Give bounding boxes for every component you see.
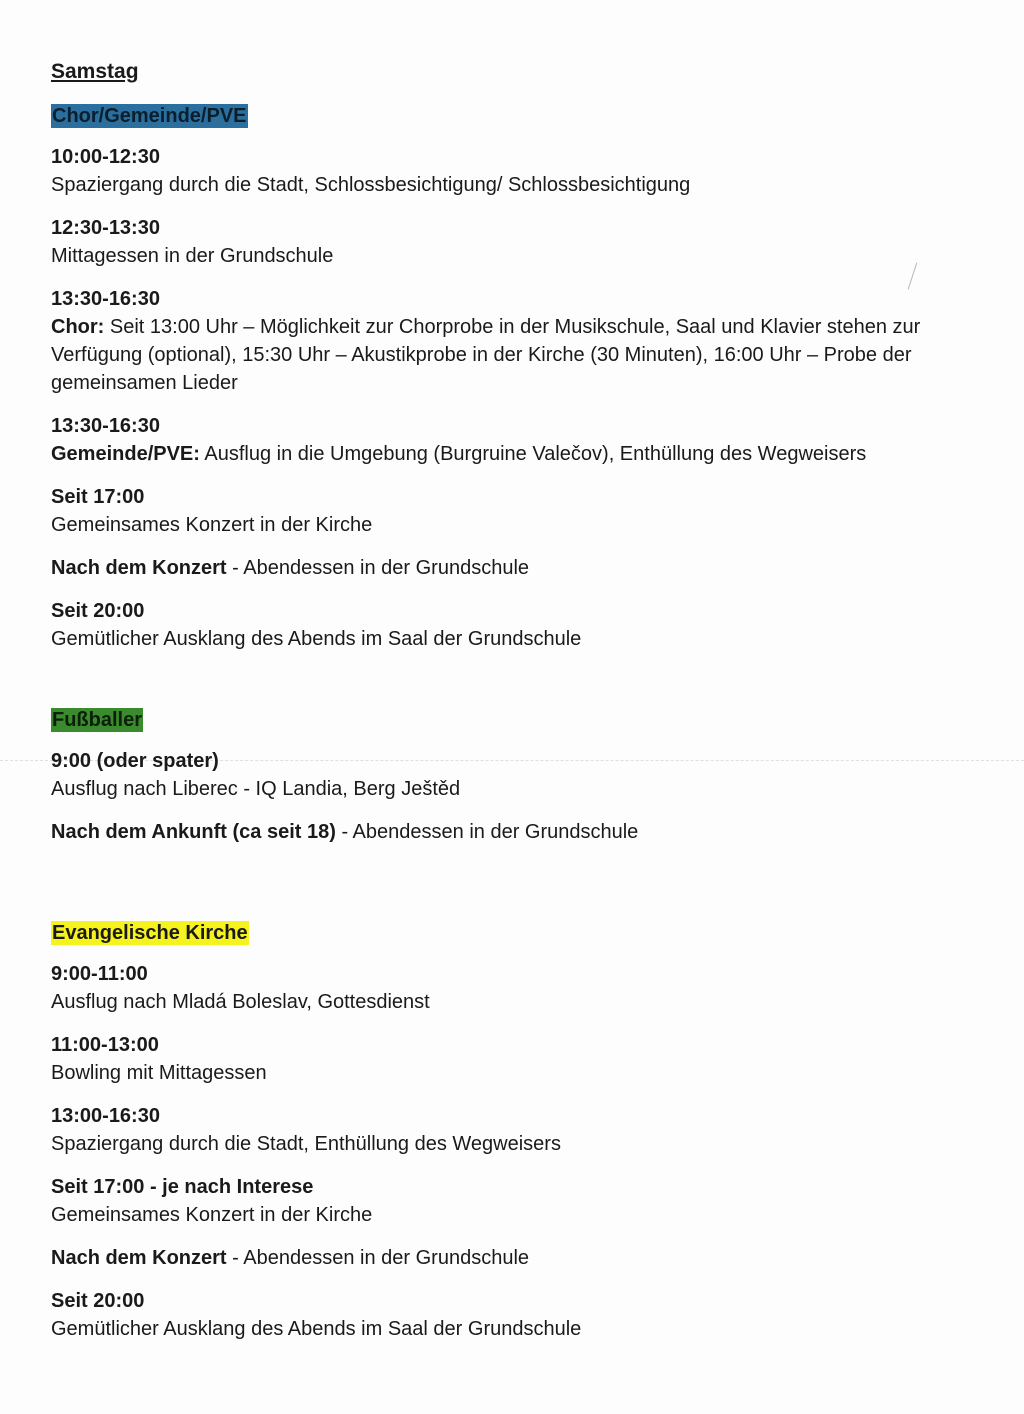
entry-text: Spaziergang durch die Stadt, Enthüllung des Wegweisers xyxy=(51,1133,561,1155)
schedule-entry xyxy=(51,747,981,803)
entry-lead: Nach dem Konzert xyxy=(51,557,227,579)
entry-time: 13:30-16:30 xyxy=(51,288,160,310)
entry-time: 9:00 (oder spater) xyxy=(51,750,219,772)
entry-lead: Nach dem Ankunft (ca seit 18) xyxy=(51,821,336,843)
schedule-entry xyxy=(51,412,981,468)
entry-description xyxy=(51,440,981,468)
entry-text: Gemütlicher Ausklang des Abends im Saal der Grundschule xyxy=(51,1318,582,1340)
schedule-entry xyxy=(51,818,981,846)
entry-text: Gemütlicher Ausklang des Abends im Saal der Grundschule xyxy=(51,628,582,650)
section-evangelische-kirche xyxy=(51,919,981,1343)
schedule-entry xyxy=(51,960,981,1016)
entry-text: Ausflug nach Liberec - IQ Landia, Berg Ještěd xyxy=(51,778,461,800)
day-title: Samstag xyxy=(51,60,139,83)
entry-time: 9:00-11:00 xyxy=(51,963,148,985)
entry-text: Ausflug in die Umgebung (Burgruine Valečov), Enthüllung des Wegweisers xyxy=(199,443,867,465)
entry-text: Mittagessen in der Grundschule xyxy=(51,245,334,267)
entry-time: 10:00-12:30 xyxy=(51,146,160,168)
schedule-entry xyxy=(51,1244,981,1272)
entry-time: Seit 17:00 - je nach Interese xyxy=(51,1176,314,1198)
entry-time: Seit 20:00 xyxy=(51,1290,145,1312)
entry-description xyxy=(51,554,981,582)
entry-lead: Gemeinde/PVE: xyxy=(51,443,200,465)
entry-time: 13:30-16:30 xyxy=(51,415,160,437)
section-chor-gemeinde-pve xyxy=(51,102,981,653)
entry-time: Seit 17:00 xyxy=(51,486,145,508)
entry-time: 11:00-13:00 xyxy=(51,1034,159,1056)
entry-text: - Abendessen in der Grundschule xyxy=(226,1247,530,1269)
entry-time: 13:00-16:30 xyxy=(51,1105,160,1127)
entry-text: Gemeinsames Konzert in der Kirche xyxy=(51,514,373,536)
schedule-document xyxy=(51,58,981,1358)
entry-text: Spaziergang durch die Stadt, Schlossbesichtigung/ Schlossbesichtigung xyxy=(51,174,691,196)
entry-text: - Abendessen in der Grundschule xyxy=(335,821,639,843)
schedule-entry xyxy=(51,1031,981,1087)
entry-description xyxy=(51,1244,981,1272)
entry-text: Seit 13:00 Uhr – Möglichkeit zur Chorprobe in der Musikschule, Saal und Klavier stehen zur Verfügung (optional), 15:30 Uhr – Akustikprobe in der Kirche (30 Minuten), 16:00 Uhr – Probe der gemeinsamen Lieder xyxy=(51,316,921,394)
section-label-evangelische-kirche: Evangelische Kirche xyxy=(52,922,248,944)
section-fussballer xyxy=(51,706,981,846)
schedule-entry xyxy=(51,285,981,397)
schedule-entry xyxy=(51,1287,981,1343)
entry-time: 12:30-13:30 xyxy=(51,217,160,239)
schedule-entry xyxy=(51,483,981,539)
entry-text: Gemeinsames Konzert in der Kirche xyxy=(51,1204,373,1226)
entry-text: Bowling mit Mittagessen xyxy=(51,1062,267,1084)
entry-description xyxy=(51,313,981,397)
schedule-entry xyxy=(51,1102,981,1158)
entry-text: Ausflug nach Mladá Boleslav, Gottesdienst xyxy=(51,991,430,1013)
entry-text: - Abendessen in der Grundschule xyxy=(226,557,530,579)
section-label-chor-gemeinde-pve: Chor/Gemeinde/PVE xyxy=(52,105,247,127)
schedule-entry xyxy=(51,554,981,582)
schedule-entry xyxy=(51,597,981,653)
entry-lead: Chor: xyxy=(51,316,105,338)
section-label-fussballer: Fußballer xyxy=(52,709,143,731)
schedule-entry xyxy=(51,1173,981,1229)
schedule-entry xyxy=(51,143,981,199)
entry-description xyxy=(51,818,981,846)
entry-time: Seit 20:00 xyxy=(51,600,145,622)
schedule-entry xyxy=(51,214,981,270)
entry-lead: Nach dem Konzert xyxy=(51,1247,227,1269)
